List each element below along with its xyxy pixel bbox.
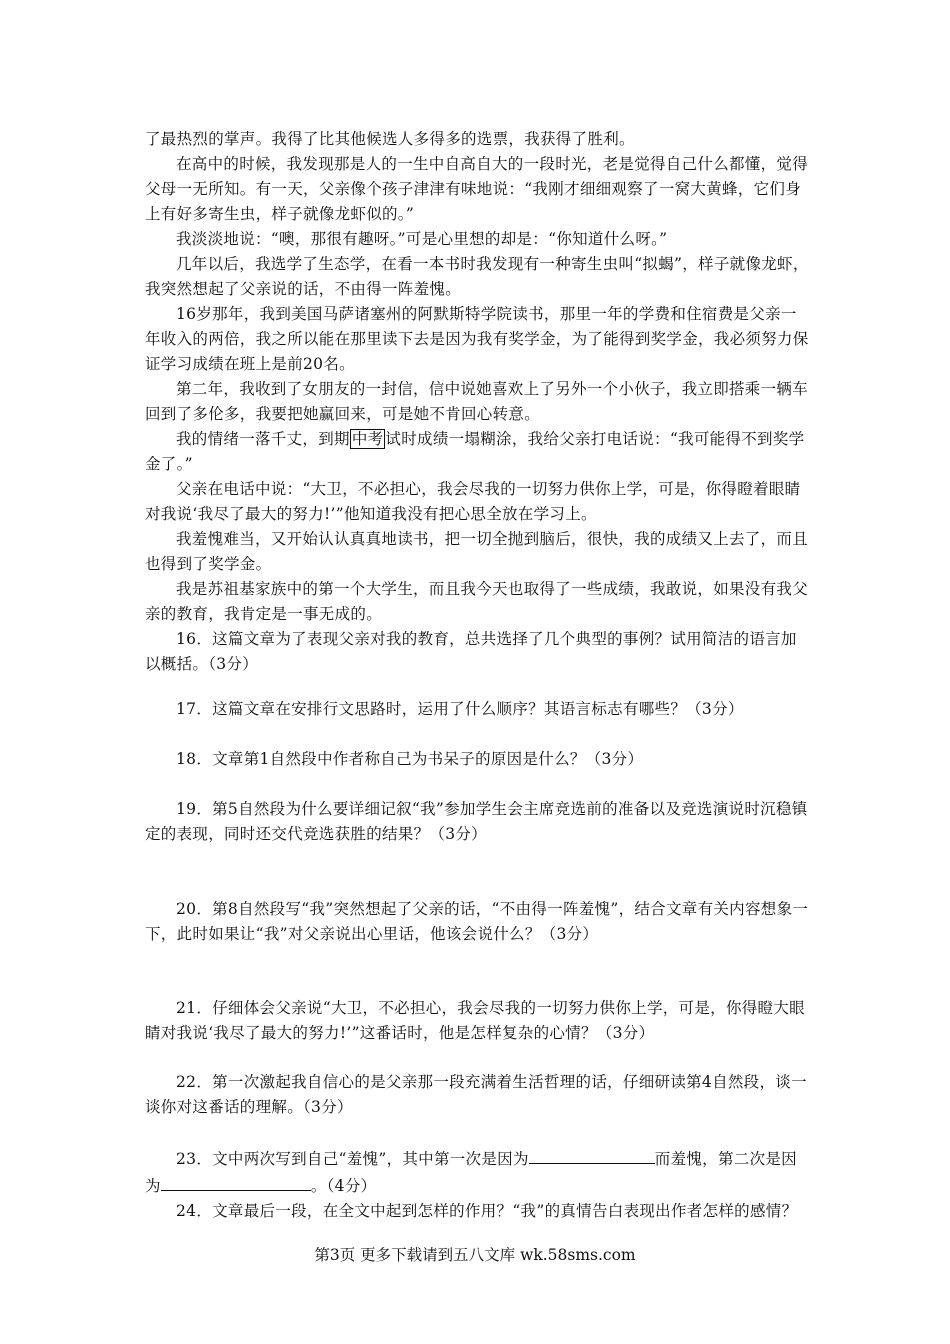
question-16: 16．这篇文章为了表现父亲对我的教育，总共选择了几个典型的事例？试用简洁的语言加以概括。（3分） xyxy=(145,630,797,673)
question-19-block xyxy=(145,797,810,847)
boxed-word: 中考 xyxy=(351,430,384,448)
question-22-block xyxy=(145,1070,810,1120)
question-21-block xyxy=(145,996,810,1046)
question-20: 20．第8自然段写“我”突然想起了父亲的话，“不由得一阵羞愧”，结合文章有关内容想象一下，此时如果让“我”对父亲说出心里话，他该会说什么？（3分） xyxy=(145,900,809,943)
paragraph-text: 试时成绩一塌糊涂，我给父亲打电话说：“我可能得不到奖学金了。” xyxy=(145,430,805,473)
question-20-block xyxy=(145,897,810,947)
paragraph: 我是苏祖基家族中的第一个大学生，而且我今天也取得了一些成绩，我敢说，如果没有我父亲的教育，我肯定是一事无成的。 xyxy=(145,580,809,623)
story-text xyxy=(145,127,810,677)
paragraph: 我淡淡地说：“噢，那很有趣呀。”可是心里想的却是：“你知道什么呀。” xyxy=(176,230,668,248)
question-19: 19．第5自然段为什么要详细记叙“我”参加学生会主席竞选前的准备以及竞选演说时沉稳镇定的表现，同时还交代竞选获胜的结果？（3分） xyxy=(145,800,808,843)
question-23-text: 23．文中两次写到自己“羞愧”，其中第一次是因为 xyxy=(176,1150,529,1168)
question-22: 22．第一次激起我自信心的是父亲那一段充满着生活哲理的话，仔细研读第4自然段，谈一谈你对这番话的理解。（3分） xyxy=(145,1073,807,1116)
paragraph: 在高中的时候，我发现那是人的一生中自高自大的一段时光，老是觉得自己什么都懂，觉得父母一无所知。有一天，父亲像个孩子津津有味地说：“我刚才细细观察了一窝大黄蜂，它们身上有好多寄生虫，样子就像龙虾似的。” xyxy=(145,155,809,223)
paragraph: 第二年，我收到了女朋友的一封信，信中说她喜欢上了另外一个小伙子，我立即搭乘一辆车回到了多伦多，我要把她赢回来，可是她不肯回心转意。 xyxy=(145,380,809,423)
question-17: 17．这篇文章在安排行文思路时，运用了什么顺序？其语言标志有哪些？（3分） xyxy=(176,700,744,718)
paragraph: 几年以后，我选学了生态学，在看一本书时我发现有一种寄生虫叫“拟蝎”，样子就像龙虾，我突然想起了父亲说的话，不由得一阵羞愧。 xyxy=(145,255,809,298)
paragraph xyxy=(145,427,810,477)
paragraph: 父亲在电话中说：“大卫，不必担心，我会尽我的一切努力供你上学，可是，你得瞪着眼睛对我说‘我尽了最大的努力!’”他知道我没有把心思全放在学习上。 xyxy=(145,480,801,523)
question-23-text: 而羞愧，第二次是因为 xyxy=(145,1150,797,1195)
page-footer: 第3页 更多下载请到五八文库 wk.58sms.com xyxy=(314,1246,636,1264)
question-24: 24．文章最后一段，在全文中起到怎样的作用？“我”的真情告白表现出作者怎样的感情？ xyxy=(176,1202,798,1220)
answer-blank[interactable] xyxy=(529,1145,655,1164)
paragraph: 了最热烈的掌声。我得了比其他候选人多得多的选票，我获得了胜利。 xyxy=(145,130,635,148)
answer-blank[interactable] xyxy=(161,1172,311,1191)
paragraph-text: 我的情绪一落千丈，到期 xyxy=(176,430,350,448)
question-17-block xyxy=(145,697,810,722)
question-21: 21．仔细体会父亲说“大卫，不必担心，我会尽我的一切努力供你上学，可是，你得瞪大眼睛对我说‘我尽了最大的努力!’”这番话时，他是怎样复杂的心情？（3分） xyxy=(145,999,805,1042)
question-23-block xyxy=(145,1145,810,1224)
question-18: 18．文章第1自然段中作者称自己为书呆子的原因是什么？（3分） xyxy=(176,750,644,768)
question-18-block xyxy=(145,747,810,772)
question-23 xyxy=(145,1145,810,1199)
question-23-text: 。（4分） xyxy=(310,1177,377,1195)
paragraph: 16岁那年，我到美国马萨诸塞州的阿默斯特学院读书，那里一年的学费和住宿费是父亲一年收入的两倍，我之所以能在那里读下去是因为我有奖学金，为了能得到奖学金，我必须努力保证学习成绩在班上是前20名。 xyxy=(145,305,809,373)
paragraph: 我羞愧难当，又开始认认真真地读书，把一切全抛到脑后，很快，我的成绩又上去了，而且也得到了奖学金。 xyxy=(145,530,809,573)
